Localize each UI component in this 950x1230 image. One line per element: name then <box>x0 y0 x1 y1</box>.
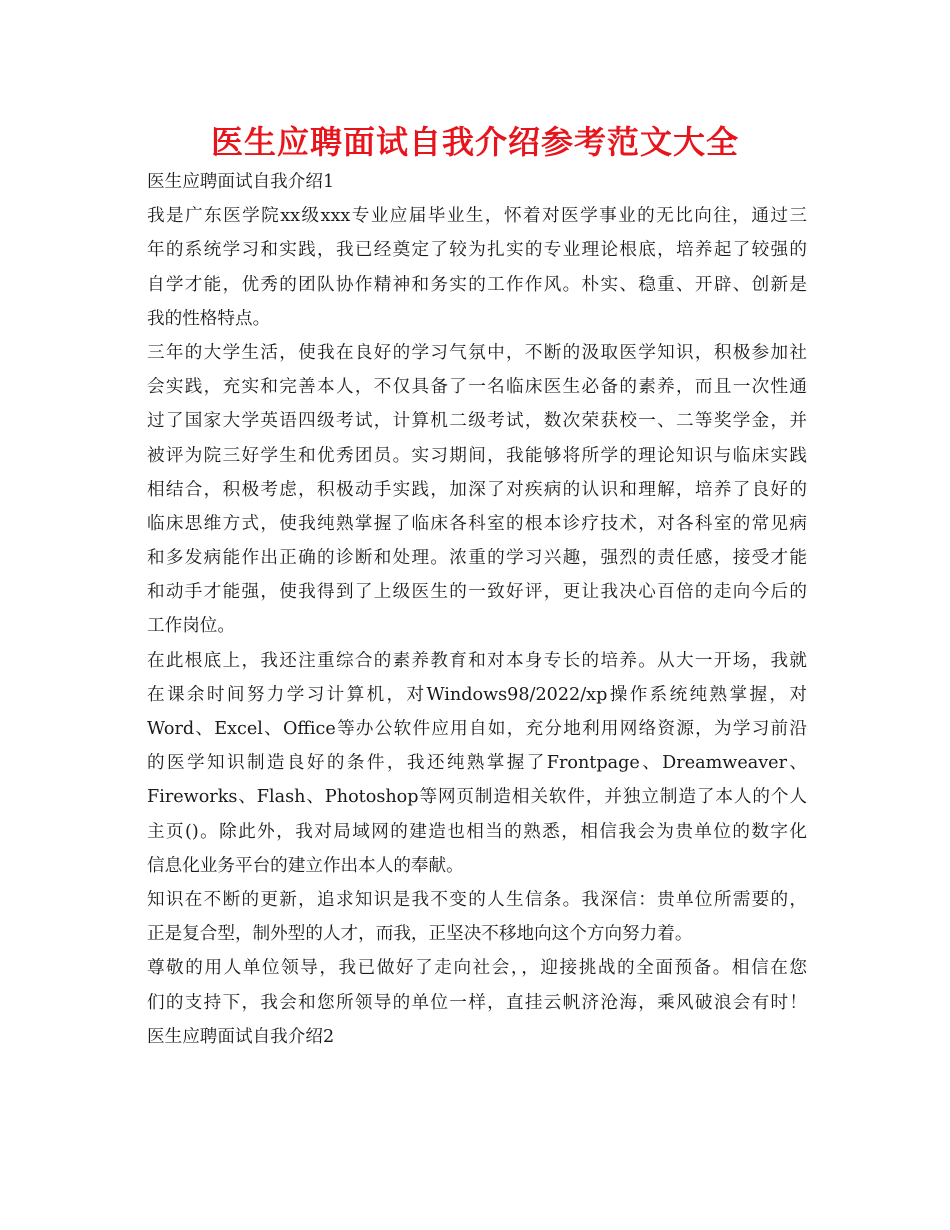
text-line: 和多发病能作出正确的诊断和处理。浓重的学习兴趣，强烈的责任感，接受才能 <box>147 548 807 569</box>
document-title: 医生应聘面试自我介绍参考范文大全 <box>210 123 739 161</box>
text-line: 被评为院三好学生和优秀团员。实习期间，我能够将所学的理论知识与临床实践 <box>147 445 807 466</box>
text-line: Fireworks、Flash、Photoshop等网页制造相关软件，并独立制造了本人的个人 <box>147 787 807 808</box>
text-line: 会实践，充实和完善本人，不仅具备了一名临床医生必备的素养，而且一次性通 <box>147 377 807 398</box>
text-line: 尊敬的用人单位领导，我已做好了走向社会，，迎接挑战的全面预备。相信在您 <box>147 958 807 979</box>
text-line: 医生应聘面试自我介绍1 <box>147 172 335 192</box>
text-line: 三年的大学生活，使我在良好的学习气氛中，不断的汲取医学知识，积极参加社 <box>147 342 807 363</box>
text-line: 信息化业务平台的建立作出本人的奉献。 <box>147 855 464 876</box>
text-line: 过了国家大学英语四级考试，计算机二级考试，数次荣获校一、二等奖学金，并 <box>147 411 807 432</box>
text-line: 临床思维方式，使我纯熟掌握了临床各科室的根本诊疗技术，对各科室的常见病 <box>147 513 807 534</box>
text-line: 知识在不断的更新，追求知识是我不变的人生信条。我深信：贵单位所需要的， <box>147 889 807 910</box>
text-line: Word、Excel、Office等办公软件应用自如，充分地利用网络资源，为学习前沿 <box>147 719 807 739</box>
text-line: 主页()。除此外，我对局域网的建造也相当的熟悉，相信我会为贵单位的数字化 <box>147 821 807 842</box>
text-line: 我是广东医学院xx级xxx专业应届毕业生，怀着对医学事业的无比向往，通过三 <box>147 206 807 227</box>
text-line: 自学才能，优秀的团队协作精神和务实的工作作风。朴实、稳重、开辟、创新是 <box>147 274 807 295</box>
text-line: 在此根底上，我还注重综合的素养教育和对本身专长的培养。从大一开场，我就 <box>147 650 807 671</box>
text-line: 我的性格特点。 <box>147 308 271 329</box>
text-line: 的医学知识制造良好的条件，我还纯熟掌握了Frontpage、Dreamweaver、 <box>147 753 807 774</box>
text-line: 医生应聘面试自我介绍2 <box>147 1026 335 1047</box>
text-line: 们的支持下，我会和您所领导的单位一样，直挂云帆济沧海，乘风破浪会有时！ <box>147 992 807 1013</box>
text-line: 在课余时间努力学习计算机，对Windows98/2022/xp操作系统纯熟掌握，对 <box>147 684 807 705</box>
text-line: 和动手才能强，使我得到了上级医生的一致好评，更让我决心百倍的走向今后的 <box>147 582 807 603</box>
text-line: 相结合，积极考虑，积极动手实践，加深了对疾病的认识和理解，培养了良好的 <box>147 479 807 500</box>
text-line: 年的系统学习和实践，我已经奠定了较为扎实的专业理论根底，培养起了较强的 <box>147 240 807 261</box>
document-body <box>147 165 807 1054</box>
text-line: 正是复合型，制外型的人才，而我，正坚决不移地向这个方向努力着。 <box>147 924 693 945</box>
text-line: 工作岗位。 <box>147 616 235 637</box>
